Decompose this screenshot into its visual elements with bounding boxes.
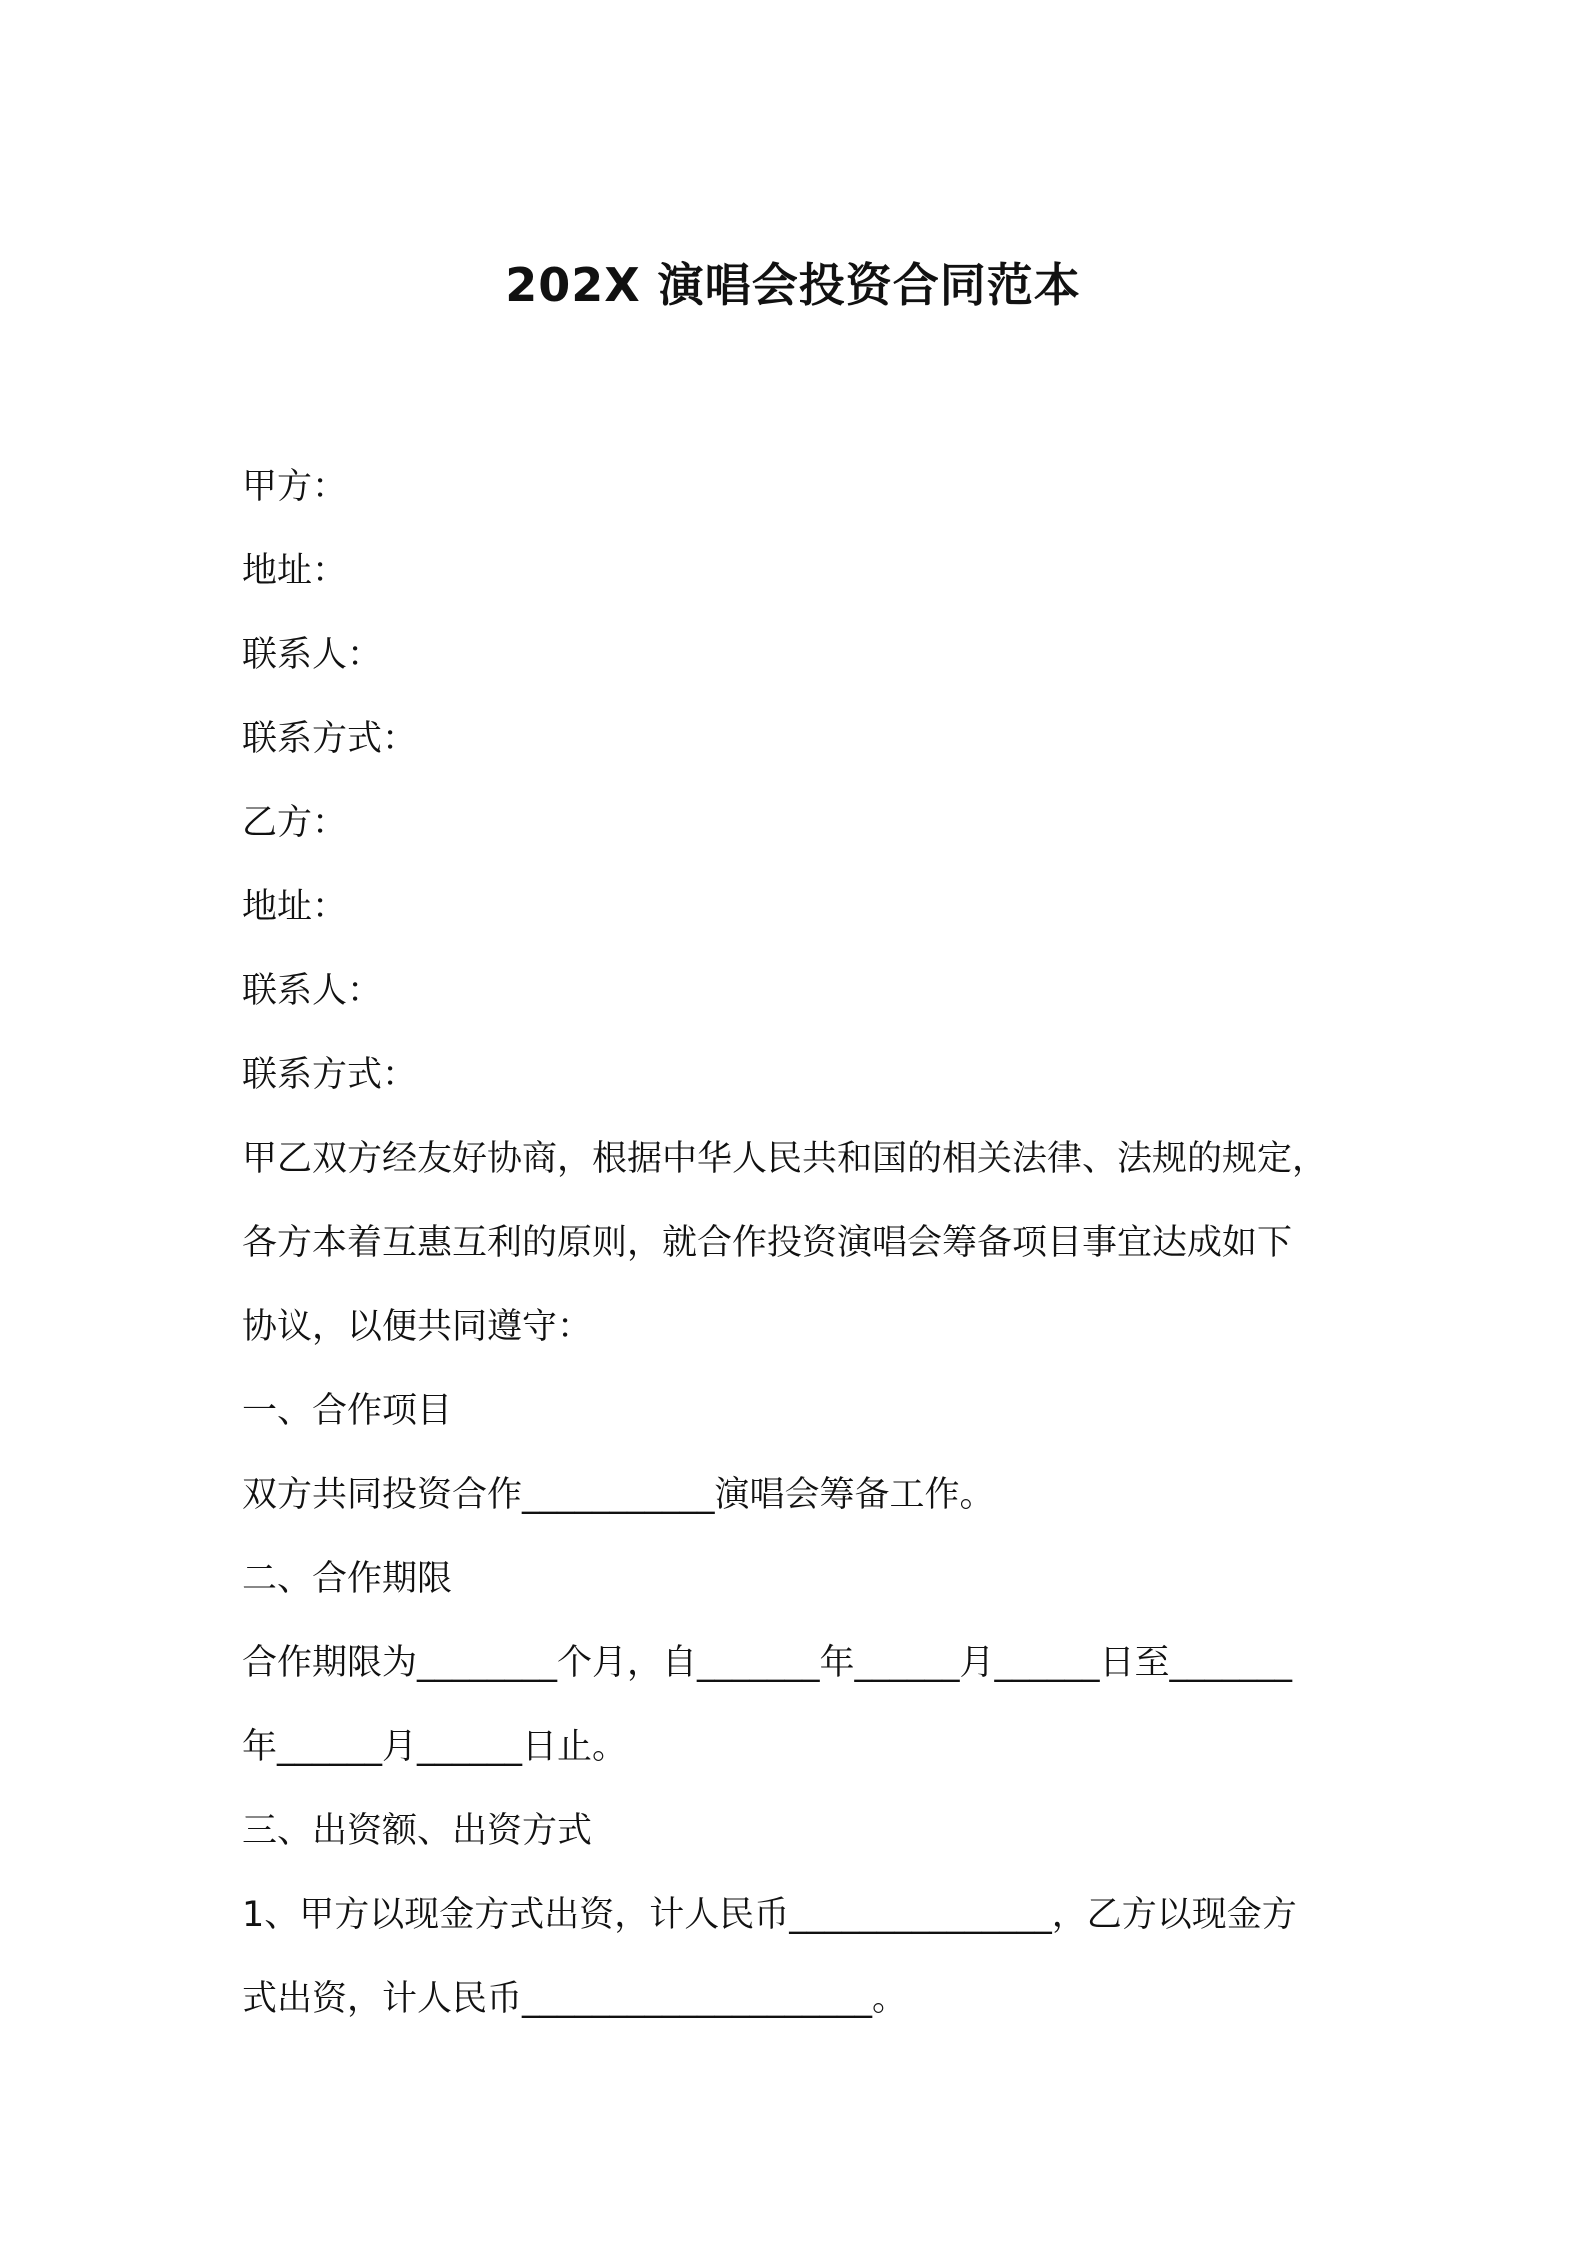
party-a-address: 地址：: [242, 551, 348, 591]
party-a-contact-method: 联系方式：: [242, 719, 418, 759]
party-a-label: 甲方：: [242, 467, 348, 507]
document-title: 202X 演唱会投资合同范本: [505, 258, 1081, 312]
section-heading-project: 一、合作项目: [242, 1391, 453, 1431]
term-clause-line: 合作期限为________个月，自_______年______月______日至_______: [242, 1643, 1293, 1683]
investment-clause-line: 1、甲方以现金方式出资，计人民币_______________，乙方以现金方: [242, 1895, 1297, 1935]
preamble-line: 协议，以便共同遵守：: [242, 1307, 593, 1347]
investment-clause-line: 式出资，计人民币____________________。: [242, 1979, 908, 2019]
preamble-line: 各方本着互惠互利的原则，就合作投资演唱会筹备项目事宜达成如下: [242, 1223, 1293, 1263]
party-b-contact-method: 联系方式：: [242, 1055, 418, 1095]
party-a-contact-person: 联系人：: [242, 635, 383, 675]
party-b-address: 地址：: [242, 887, 348, 927]
section-heading-term: 二、合作期限: [242, 1559, 453, 1599]
project-clause: 双方共同投资合作___________演唱会筹备工作。: [242, 1475, 995, 1515]
party-b-contact-person: 联系人：: [242, 971, 383, 1011]
document-body: [242, 445, 1362, 2041]
preamble-line: 甲乙双方经友好协商，根据中华人民共和国的相关法律、法规的规定，: [242, 1139, 1328, 1179]
party-b-label: 乙方：: [242, 803, 348, 843]
term-clause-line: 年______月______日止。: [242, 1727, 628, 1767]
section-heading-investment: 三、出资额、出资方式: [242, 1811, 593, 1851]
